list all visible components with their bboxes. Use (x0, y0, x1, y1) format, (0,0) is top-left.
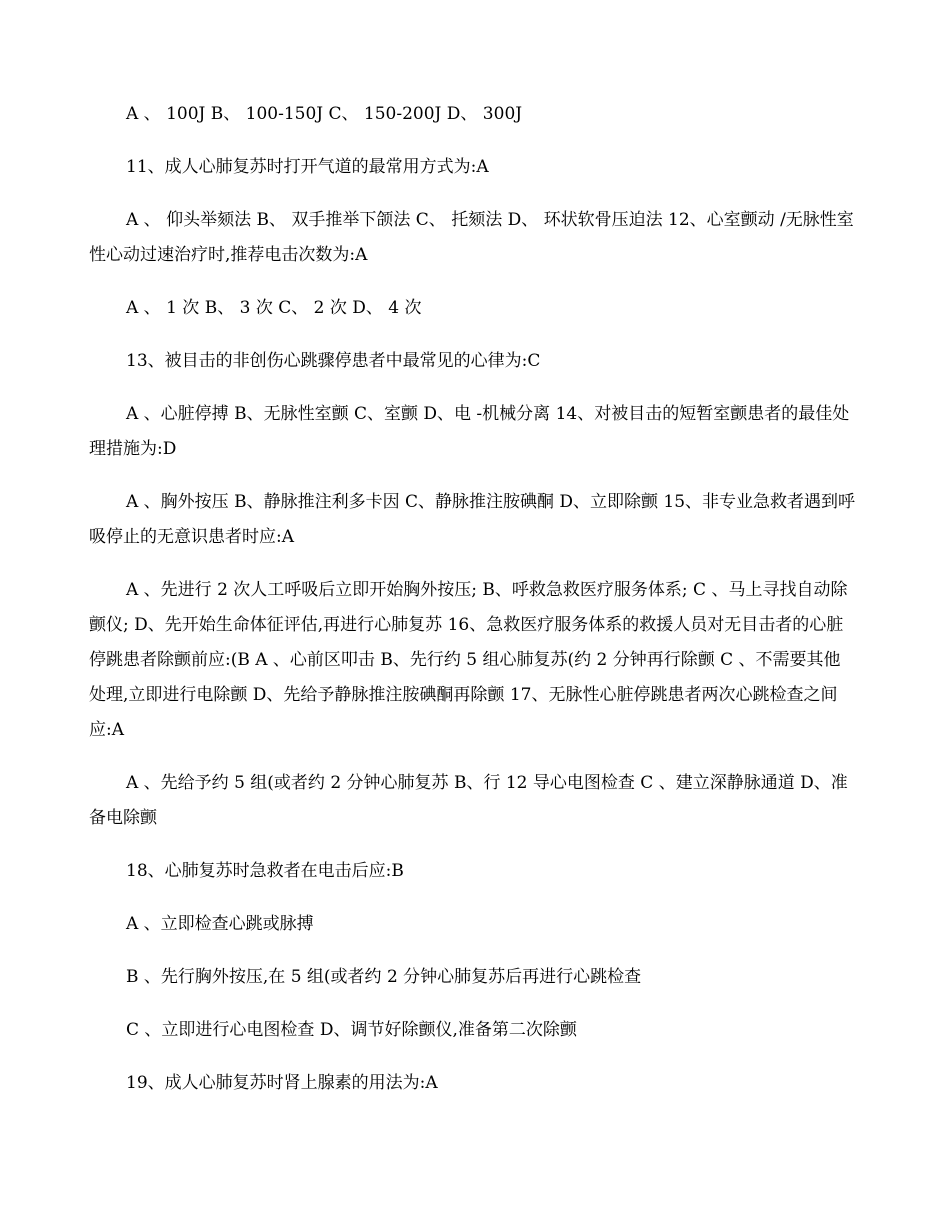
paragraph-question-11: 11、成人心肺复苏时打开气道的最常用方式为:A (126, 157, 489, 177)
paragraph-question-13: 13、被目击的非创伤心跳骤停患者中最常见的心律为:C (126, 351, 541, 371)
paragraph-options-14-question-15: A 、胸外按压 B、静脉推注利多卡因 C、静脉推注胺碘酮 D、立即除颤 15、非专业急救者遇到呼吸停止的无意识患者时应:A (89, 492, 856, 547)
paragraph-question-18: 18、心肺复苏时急救者在电击后应:B (126, 861, 404, 881)
paragraph-answer-options-17: A 、先给予约 5 组(或者约 2 分钟心肺复苏 B、行 12 导心电图检查 C 、建立深静脉通道 D、准备电除颤 (89, 773, 848, 828)
paragraph-answer-options-12: A 、 1 次 B、 3 次 C、 2 次 D、 4 次 (126, 298, 422, 318)
paragraph-options-13-question-14: A 、心脏停搏 B、无脉性室颤 C、室颤 D、电 -机械分离 14、对被目击的短暂室颤患者的最佳处理措施为:D (89, 404, 850, 459)
paragraph-option-18-c-d: C 、立即进行心电图检查 D、调节好除颤仪,准备第二次除颤 (126, 1020, 577, 1040)
paragraph-option-18-a: A 、立即检查心跳或脉搏 (126, 914, 314, 934)
paragraph-question-19: 19、成人心肺复苏时肾上腺素的用法为:A (126, 1073, 438, 1093)
paragraph-options-11-question-12: A 、 仰头举颏法 B、 双手推举下颌法 C、 托颏法 D、 环状软骨压迫法 12、心室颤动 /无脉性室性心动过速治疗时,推荐电击次数为:A (89, 210, 854, 265)
document-body (89, 97, 857, 1119)
paragraph-option-18-b: B 、先行胸外按压,在 5 组(或者约 2 分钟心肺复苏后再进行心跳检查 (126, 967, 642, 987)
paragraph-answer-options-10: A 、 100J B、 100-150J C、 150-200J D、 300J (126, 104, 523, 124)
paragraph-options-15-to-17: A 、先进行 2 次人工呼吸后立即开始胸外按压; B、呼救急救医疗服务体系; C 、马上寻找自动除颤仪; D、先开始生命体征评估,再进行心肺复苏 16、急救医疗服务体系的救援人员对无目击者的心脏停跳患者除颤前应:(B A 、心前区叩击 B、先行约 5 组心肺复苏(约 2 分钟再行除颤 C 、不需要其他处理,立即进行电除颤 D、先给予静脉推注胺碘酮再除颤 17、无脉性心脏停跳患者两次心跳检查之间应:A (89, 580, 848, 740)
